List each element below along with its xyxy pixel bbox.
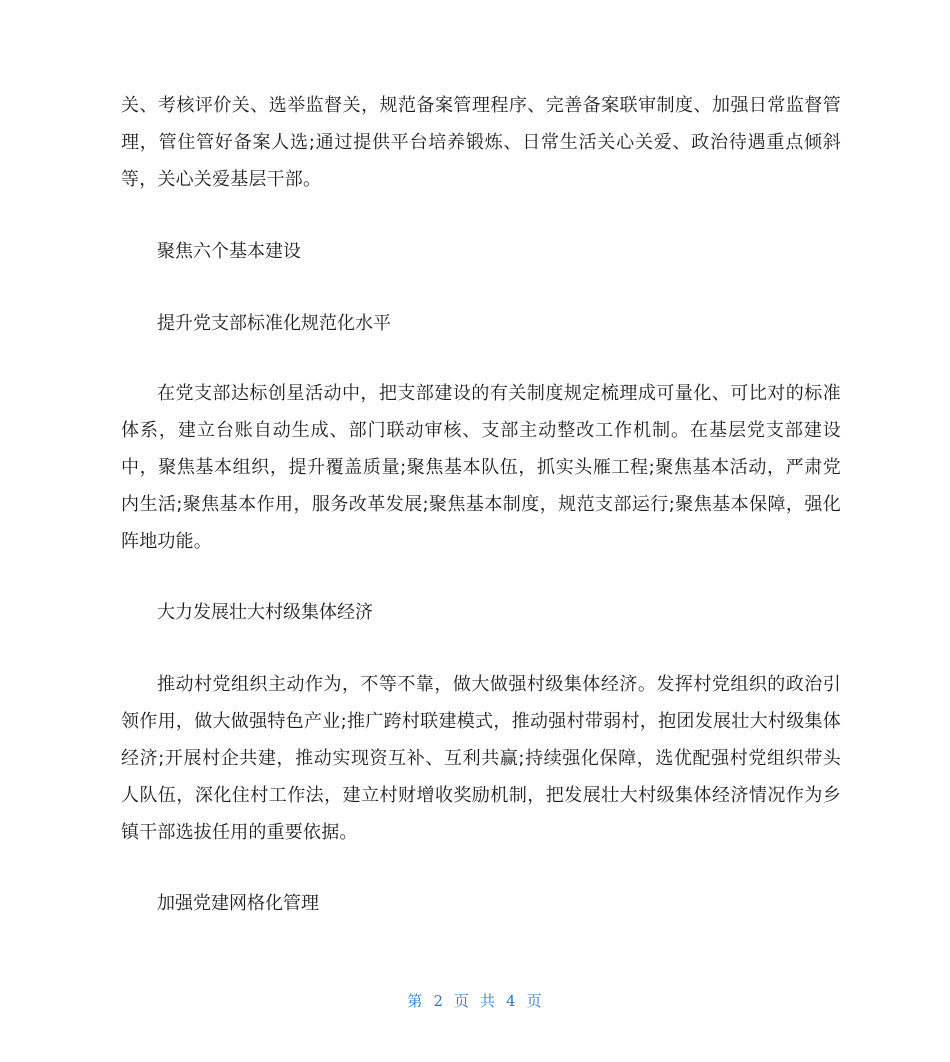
- current-page-number: 2: [433, 992, 444, 1010]
- paragraph-continuation: 关、考核评价关、选举监督关，规范备案管理程序、完善备案联审制度、加强日常监督管理，管住管好备案人选;通过提供平台培养锻炼、日常生活关心关爱、政治待遇重点倾斜等，关心关爱基层干部。: [121, 95, 841, 190]
- footer-label: 页: [453, 992, 470, 1010]
- subsection-heading: 加强党建网格化管理: [157, 893, 319, 914]
- paragraph-branch-standardization: 在党支部达标创星活动中，把支部建设的有关制度规定梳理成可量化、可比对的标准体系，建立台账自动生成、部门联动审核、支部主动整改工作机制。在基层党支部建设中，聚焦基本组织，提升覆盖质量;聚焦基本队伍，抓实头雁工程;聚焦基本活动，严肃党内生活;聚焦基本作用，服务改革发展;聚焦基本制度，规范支部运行;聚焦基本保障，强化阵地功能。: [121, 383, 841, 552]
- subsection-heading: 大力发展壮大村级集体经济: [157, 602, 373, 623]
- subsection-heading: 提升党支部标准化规范化水平: [157, 313, 391, 334]
- page-footer: [0, 990, 950, 1011]
- paragraph-collective-economy: 推动村党组织主动作为，不等不靠，做大做强村级集体经济。发挥村党组织的政治引领作用，做大做强特色产业;推广跨村联建模式，推动强村带弱村，抱团发展壮大村级集体经济;开展村企共建，推动实现资互补、互利共赢;持续强化保障，选优配强村党组织带头人队伍，深化住村工作法，建立村财增收奖励机制，把发展壮大村级集体经济情况作为乡镇干部选拔任用的重要依据。: [121, 674, 841, 843]
- footer-label: 页: [526, 992, 543, 1010]
- total-pages-number: 4: [506, 992, 517, 1010]
- footer-label: 共: [480, 992, 497, 1010]
- section-heading: 聚焦六个基本建设: [157, 241, 301, 262]
- footer-label: 第: [407, 992, 424, 1010]
